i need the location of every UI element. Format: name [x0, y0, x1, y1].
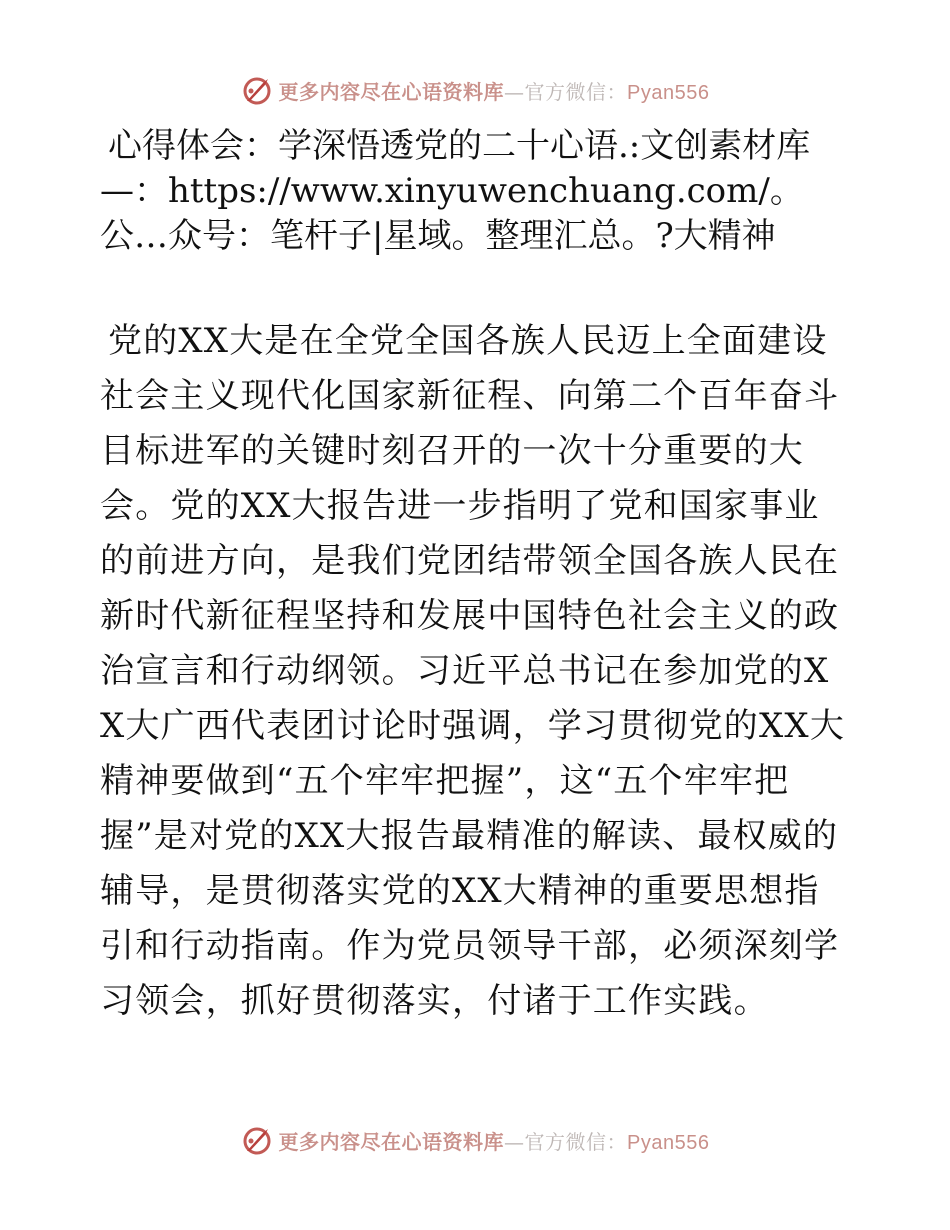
quill-pen-logo-icon [241, 1124, 273, 1156]
document-title: 心得体会：学深悟透党的二十心语.:文创素材库—：https://www.xinyuwenchuang.com/。公…众号：笔杆子|星域。整理汇总。?大精神 [100, 126, 811, 256]
body-paragraph: 党的XX大是在全党全国各族人民迈上全面建设社会主义现代化国家新征程、向第二个百年奋斗目标进军的关键时刻召开的一次十分重要的大会。党的XX大报告进一步指明了党和国家事业的前进方向，是我们党团结带领全国各族人民在新时代新征程坚持和发展中国特色社会主义的政治宣言和行动纲领。习近平总书记在参加党的XX大广西代表团讨论时强调，学习贯彻党的XX大精神要做到“五个牢牢把握”，这“五个牢牢把握”是对党的XX大报告最精准的解读、最权威的辅导，是贯彻落实党的XX大精神的重要思想指引和行动指南。作为党员领导干部，必须深刻学习领会，抓好贯彻落实，付诸于工作实践。 [100, 321, 846, 1021]
quill-pen-logo-icon [241, 74, 273, 106]
footer-watermark-banner [0, 1120, 950, 1160]
header-watermark-banner [0, 70, 950, 110]
watermark-text: 更多内容尽在心语资料库—官方微信：Pyan556 [278, 79, 710, 104]
watermark-text: 更多内容尽在心语资料库—官方微信：Pyan556 [278, 1129, 710, 1154]
